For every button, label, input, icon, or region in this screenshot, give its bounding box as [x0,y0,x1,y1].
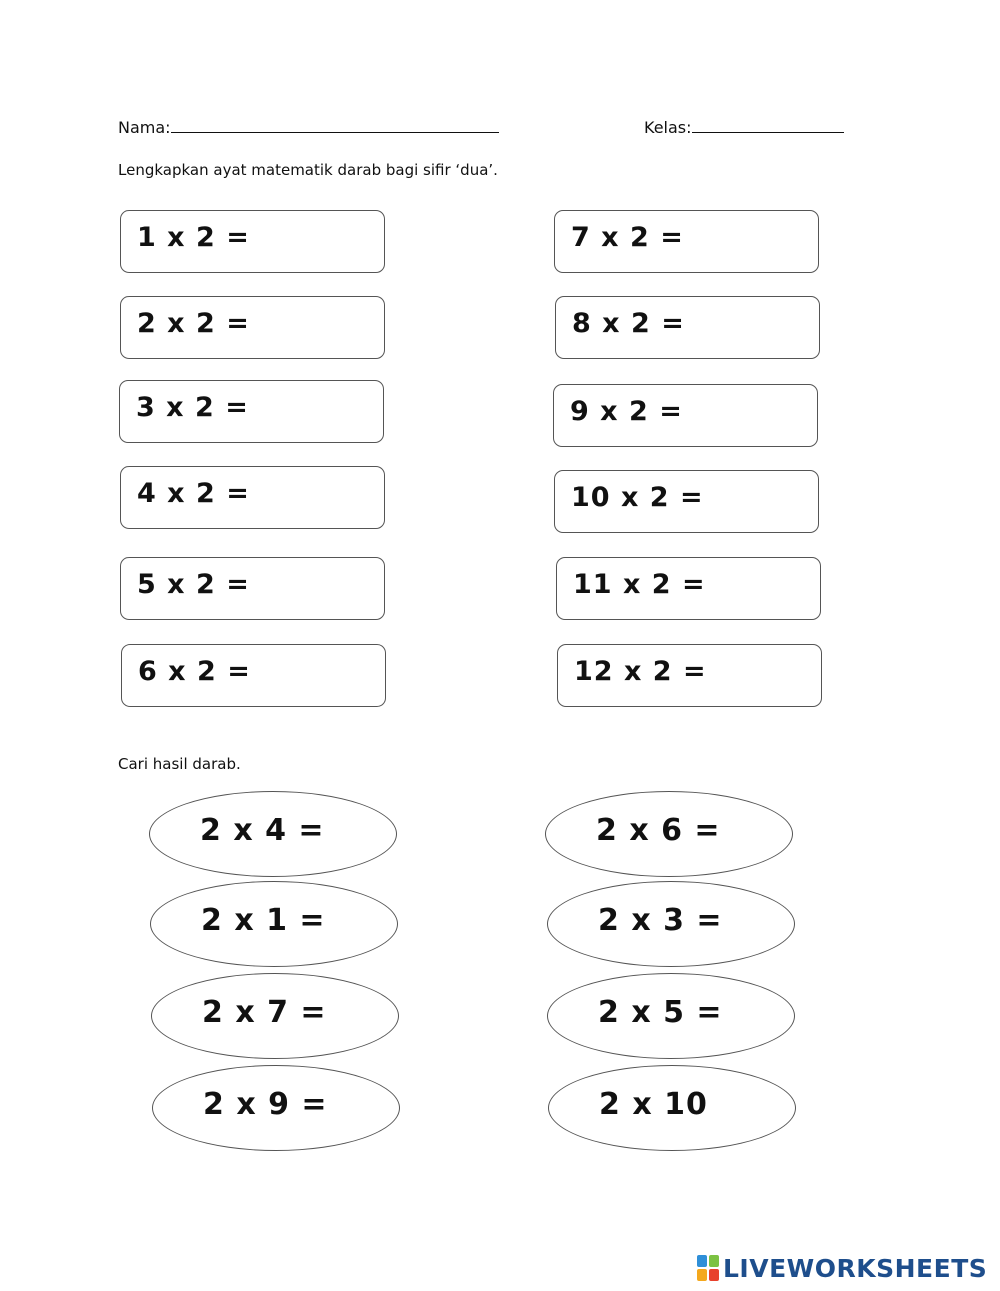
equation: 9 x 2 = [570,396,683,427]
answer-box[interactable] [554,470,819,533]
answer-oval[interactable] [548,1065,796,1151]
class-line[interactable] [692,118,844,133]
name-line[interactable] [171,118,499,133]
section2-instruction: Cari hasil darab. [118,755,241,773]
equation: 8 x 2 = [572,308,685,339]
answer-box[interactable] [120,210,385,273]
answer-oval[interactable] [545,791,793,877]
logo-square [709,1255,719,1267]
equation: 5 x 2 = [137,569,250,600]
equation: 2 x 4 = [200,813,325,848]
answer-box[interactable] [554,210,819,273]
equation: 2 x 9 = [203,1087,328,1122]
logo-square [697,1255,707,1267]
section1-instruction: Lengkapkan ayat matematik darab bagi sifir ‘dua’. [118,161,498,179]
equation: 2 x 2 = [137,308,250,339]
answer-box[interactable] [120,557,385,620]
answer-box[interactable] [121,644,386,707]
class-label: Kelas: [644,118,692,137]
name-field[interactable] [118,118,499,137]
answer-box[interactable] [555,296,820,359]
equation: 1 x 2 = [137,222,250,253]
answer-oval[interactable] [547,881,795,967]
logo-square [697,1269,707,1281]
equation: 4 x 2 = [137,478,250,509]
equation: 3 x 2 = [136,392,249,423]
answer-oval[interactable] [151,973,399,1059]
logo-square [709,1269,719,1281]
brand-name: LIVEWORKSHEETS [723,1253,988,1283]
equation: 11 x 2 = [573,569,706,600]
equation: 10 x 2 = [571,482,704,513]
answer-oval[interactable] [150,881,398,967]
equation: 7 x 2 = [571,222,684,253]
answer-box[interactable] [119,380,384,443]
class-field[interactable] [644,118,844,137]
liveworksheets-logo-icon [697,1255,719,1281]
equation: 2 x 6 = [596,813,721,848]
equation: 2 x 10 [599,1087,708,1122]
answer-box[interactable] [557,644,822,707]
equation: 2 x 5 = [598,995,723,1030]
name-label: Nama: [118,118,171,137]
equation: 2 x 3 = [598,903,723,938]
answer-box[interactable] [553,384,818,447]
equation: 2 x 1 = [201,903,326,938]
equation: 6 x 2 = [138,656,251,687]
liveworksheets-brand [697,1253,987,1283]
answer-box[interactable] [556,557,821,620]
equation: 2 x 7 = [202,995,327,1030]
answer-box[interactable] [120,466,385,529]
equation: 12 x 2 = [574,656,707,687]
answer-box[interactable] [120,296,385,359]
answer-oval[interactable] [149,791,397,877]
answer-oval[interactable] [547,973,795,1059]
answer-oval[interactable] [152,1065,400,1151]
